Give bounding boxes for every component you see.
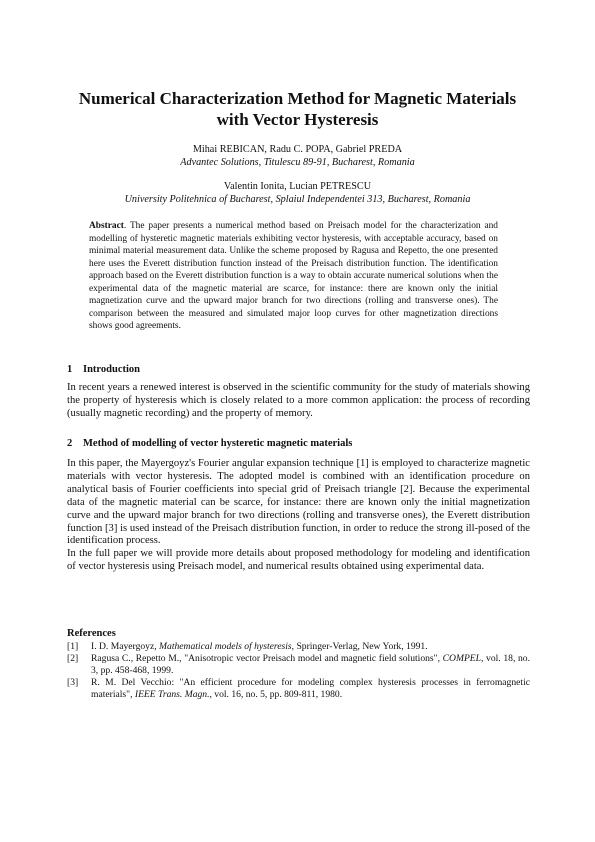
section-number-2: 2 bbox=[67, 438, 73, 449]
section-title-1: Introduction bbox=[83, 364, 140, 375]
reference-italic: COMPEL bbox=[442, 653, 481, 664]
reference-number: [1] bbox=[67, 641, 79, 652]
abstract bbox=[89, 220, 498, 333]
reference-number: [3] bbox=[67, 677, 79, 688]
section-heading-1 bbox=[67, 363, 140, 376]
paragraph: In the full paper we will provide more details about proposed methodology for modeling and identification of vector hysteresis using Preisach model, and numerical results obtained using experimental data. bbox=[67, 548, 530, 573]
paragraph: In this paper, the Mayergoyz's Fourier angular expansion technique [1] is employed to characterize magnetic materials with vector hysteresis. The adopted model is combined with an identification procedure on analytical basis of Fourier coefficients into special grid of Preisach triangle [2]. Because the experimental data of the magnetic material can be scarce, for instance: there are known only the initial magnetization curve and the upward major branch for two directions (rolling and transverse ones), the Everett distribution function [3] is used instead of the Preisach distribution function, in order to reduce the strong ill-posed of the identification process. bbox=[67, 458, 530, 547]
reference-item bbox=[67, 653, 530, 677]
reference-number: [2] bbox=[67, 653, 79, 664]
reference-item bbox=[67, 677, 530, 701]
reference-text: R. M. Del Vecchio: "An efficient procedure for modeling complex hysteresis processes in ferromagnetic materials", bbox=[91, 677, 530, 700]
reference-text: Ragusa C., Repetto M., "Anisotropic vector Preisach model and magnetic field solutions", bbox=[91, 653, 443, 664]
section-title-2: Method of modelling of vector hysteretic magnetic materials bbox=[83, 438, 353, 449]
paragraph: In recent years a renewed interest is observed in the scientific community for the study of materials showing the property of hysteresis which is closely related to a more common application: the process of recording (usually magnetic recording) and the property of memory. bbox=[67, 382, 530, 419]
section-body-2 bbox=[67, 458, 530, 574]
reference-item bbox=[67, 641, 530, 653]
authors-group-2: Valentin Ionita, Lucian PETRESCU bbox=[223, 181, 372, 192]
reference-text: , vol. 16, no. 5, pp. 809-811, 1980. bbox=[209, 689, 343, 700]
reference-text: , vol. 18, no. 3, pp. 458-468, 1999. bbox=[91, 653, 530, 676]
paper-title bbox=[60, 88, 535, 130]
section-number-1: 1 bbox=[67, 364, 73, 375]
title-line-1: Numerical Characterization Method for Magnetic Materials bbox=[78, 89, 517, 108]
affiliation-1: Advantec Solutions, Titulescu 89-91, Bucharest, Romania bbox=[180, 157, 415, 168]
section-body-1 bbox=[67, 382, 530, 421]
abstract-label: Abstract bbox=[89, 221, 124, 231]
references-list bbox=[67, 641, 530, 701]
abstract-text: . The paper presents a numerical method based on Preisach model for the characterization and modelling of hysteretic magnetic materials exhibiting vector hysteresis, with acceptable accuracy, based on minimal material measurement data. Unlike the scheme proposed by Ragusa and Repetto, the one presented here uses the Everett distribution function instead of the Preisach distribution function. The identification approach based on the Everett distribution function is a way to obtain accurate numerical solutions when the experimental data of the magnetic material are scarce, for instance: there are known only the initial magnetization curve and the upward major branch for two directions (rolling and transverse ones). The comparison between the measured and simulated major loop curves for other magnetization directions shows good agreements. bbox=[89, 221, 498, 331]
affiliation-2: University Politehnica of Bucharest, Splaiul Independentei 313, Bucharest, Romania bbox=[124, 194, 471, 205]
reference-italic: IEEE Trans. Magn. bbox=[134, 689, 210, 700]
title-line-2: with Vector Hysteresis bbox=[216, 110, 379, 129]
section-heading-2 bbox=[67, 437, 352, 450]
references-heading: References bbox=[67, 628, 116, 639]
authors-group-1: Mihai REBICAN, Radu C. POPA, Gabriel PREDA bbox=[192, 144, 403, 155]
reference-italic: Mathematical models of hysteresis bbox=[159, 641, 292, 652]
reference-text: I. D. Mayergoyz, bbox=[91, 641, 160, 652]
reference-text: , Springer-Verlag, New York, 1991. bbox=[291, 641, 428, 652]
